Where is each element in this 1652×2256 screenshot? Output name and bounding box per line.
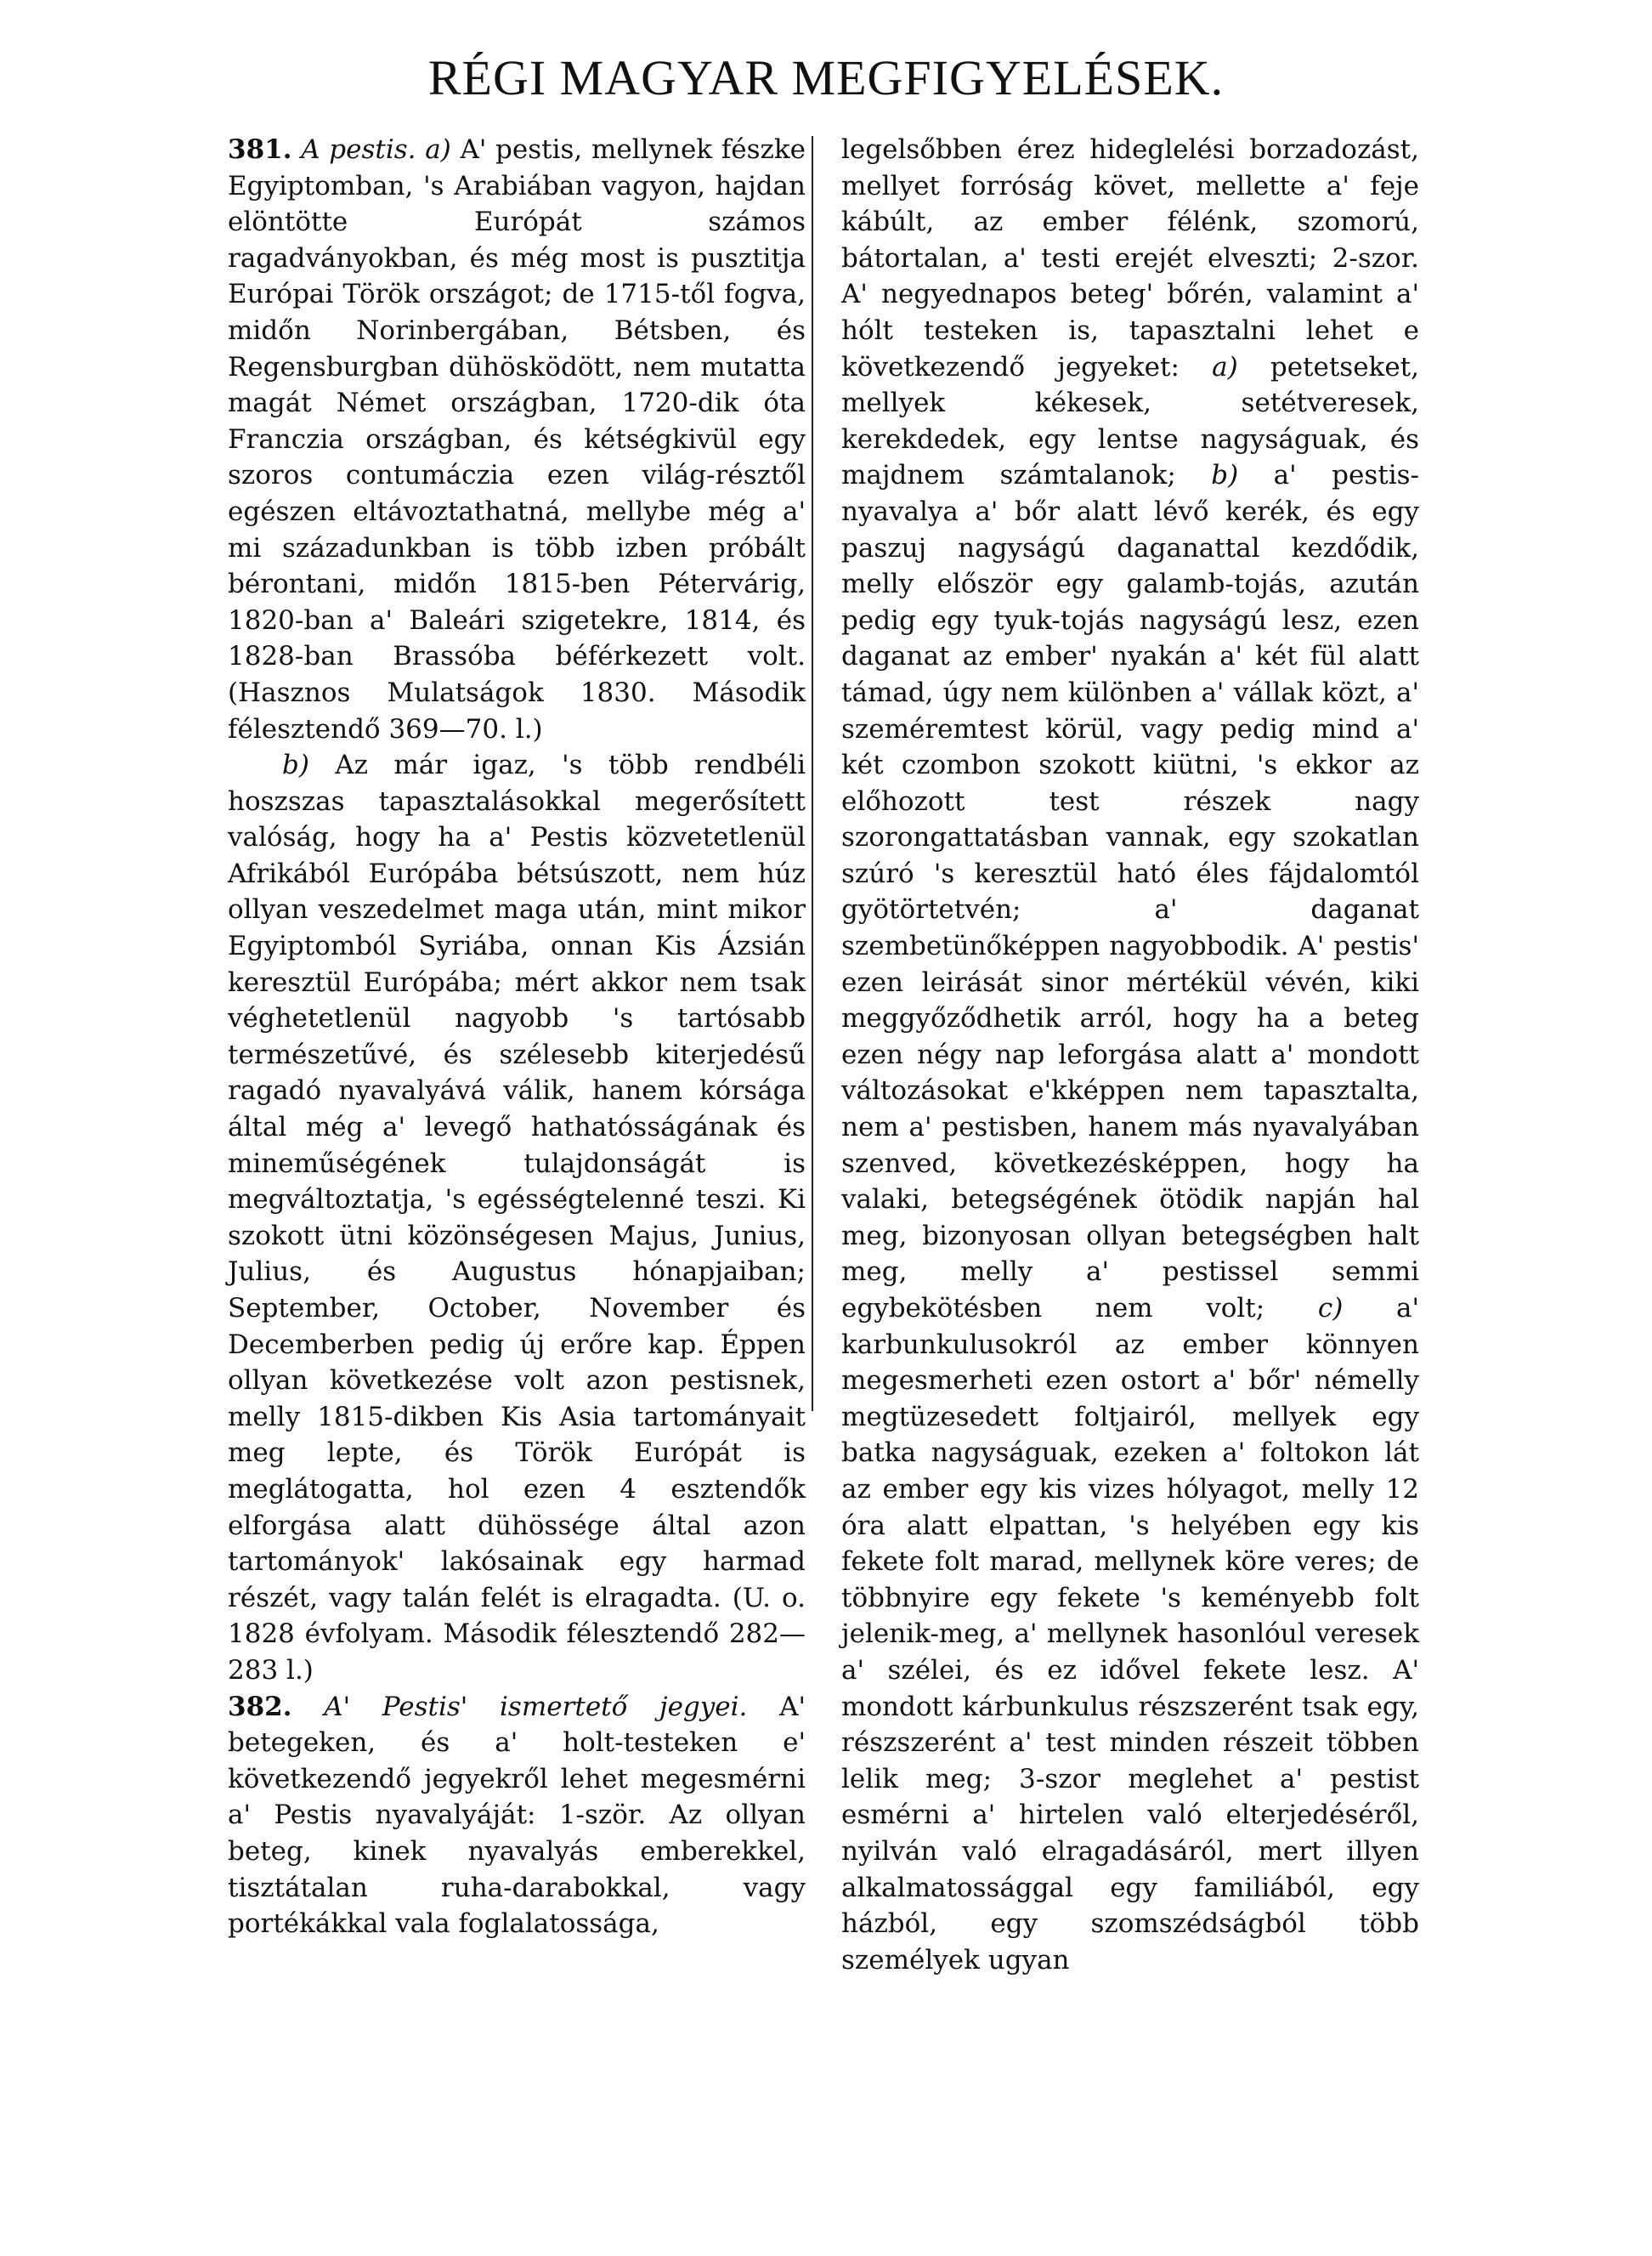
right-column <box>841 132 1419 1978</box>
entry-381-a <box>228 132 806 747</box>
subsection-marker: b) <box>1211 460 1239 491</box>
paragraph-text: A' betegeken, és a' holt-testeken e' következendő jegyekről lehet megesmérni a' Pestis nyavalyáját: 1-ször. Az ollyan beteg, kinek nyavalyás emberekkel, tisztátalan ruha-darabokkal, vagy portékákkal vala foglalatossága, <box>228 1691 806 1940</box>
column-divider <box>812 136 813 1411</box>
left-column <box>228 132 806 1942</box>
paragraph-text: a' karbunkulusokról az ember könnyen megesmerheti ezen ostort a' bőr' némelly megtüzesedett foltjairól, mellyek egy batka nagyságuak, ezeken a' foltokon lát az ember egy kis vizes hólyagot, melly 12 óra alatt elpattan, 's helyében egy kis fekete folt marad, mellynek köre veres; de többnyire egy fekete 's keményebb folt jelenik-meg, a' mellynek hasonlóul veresek a' szélei, és ez idővel fekete lesz. A' mondott kárbunkulus részszerént tsak egy, részszerént a' test minden részeit többen lelik meg; 3-szor meglehet a' pestist esmérni a' hirtelen való elterjedéséről, nyilván való elragadásáról, mert illyen alkalmatossággal egy familiából, egy házból, egy szomszédságból több személyek ugyan <box>841 1293 1419 1975</box>
subsection-marker: b) <box>282 750 309 781</box>
paragraph-text: legelsőbben érez hideglelési borzadozást, mellyet forróság követ, mellette a' feje kábúlt, az ember félénk, szomorú, bátortalan, a' testi erejét elveszti; 2-szor. A' negyednapos beteg' bőrén, valamint a' hólt testeken is, tapasztalni lehet e következendő jegyeket: <box>841 134 1419 383</box>
entry-title: A pestis. <box>301 134 416 165</box>
paragraph-text: Az már igaz, 's több rendbéli hoszszas tapasztalásokkal megerősített valóság, hogy ha a' Pestis közvetetlenül Afrikából Európába bétsúszott, nem húz ollyan veszedelmet maga után, mint mikor Egyiptomból Syriába, onnan Kis Ázsián keresztül Európába; mért akkor nem tsak véghetetlenül nagyobb 's tartósabb természetűvé, és szélesebb kiterjedésű ragadó nyavalyává válik, hanem kórsága által még a' levegő hathatósságának és mineműségének tulajdonságát is megváltoztatja, 's egésségtelenné teszi. Ki szokott ütni közönségesen Majus, Junius, Julius, és Augustus hónapjaiban; September, October, November és Decemberben pedig új erőre kap. Éppen ollyan következése volt azon pestisnek, melly 1815-dikben Kis Asia tartományait meg lepte, és Török Európát is meglátogatta, hol ezen 4 esztendők elforgása alatt dühössége által azon tartományok' lakósainak egy harmad részét, vagy talán felét is elragadta. (U. o. 1828 évfolyam. Második félesztendő 282—283 l.) <box>228 750 806 1686</box>
entry-number: 382. <box>228 1691 292 1722</box>
subsection-marker: c) <box>1317 1293 1344 1324</box>
entry-382-continued <box>841 132 1419 1978</box>
paragraph-text: A' pestis, mellynek fészke Egyiptomban, 's Arabiában vagyon, hajdan elöntötte Európát számos ragadványokban, és még most is pusztitja Európai Török országot; de 1715-től fogva, midőn Norinbergában, Bétsben, és Regensburgban dühösködött, nem mutatta magát Német országban, 1720-dik óta Franczia országban, és kétségkivül egy szoros contumáczia ezen világ-résztől egészen eltávoztathatná, mellybe még a' mi századunkban is több izben próbált bérontani, midőn 1815-ben Pétervárig, 1820-ban a' Baleári szigetekre, 1814, és 1828-ban Brassóba béférkezett volt. (Hasznos Mulatságok 1830. Második félesztendő 369—70. l.) <box>228 134 806 745</box>
entry-381-b <box>228 747 806 1688</box>
entry-382 <box>228 1689 806 1942</box>
paragraph-text: a' pestis-nyavalya a' bőr alatt lévő kerék, és egy paszuj nagyságú daganattal kezdődik, melly először egy galamb-tojás, azután pedig egy tyuk-tojás nagyságú lesz, ezen daganat az ember' nyakán a' két fül alatt támad, úgy nem különben a' vállak közt, a' szeméremtest körül, vagy pedig mind a' két czombon szokott kiütni, 's ekkor az előhozott test részek nagy szorongattatásban vannak, egy szokatlan szúró 's keresztül ható éles fájdalomtól gyötörtetvén; a' daganat szembetünőképpen nagyobbodik. A' pestis' ezen leirását sinor mértékül vévén, kiki meggyőződhetik arról, hogy ha a beteg ezen négy nap leforgása alatt a' mondott változásokat e'kképpen nem tapasztalta, nem a' pestisben, hanem más nyavalyában szenved, következésképpen, hogy ha valaki, betegségének ötödik napján hal meg, bizonyosan ollyan betegségben halt meg, melly a' pestissel semmi egybekötésben nem volt; <box>841 460 1419 1324</box>
entry-number: 381. <box>228 134 292 165</box>
subsection-marker: a) <box>425 134 451 165</box>
paragraph-text: petetseket, mellyek kékesek, setétveresek, kerekdedek, egy lentse nagyságuak, és majdnem számtalanok; <box>841 351 1419 491</box>
subsection-marker: a) <box>1212 351 1238 383</box>
running-title: RÉGI MAGYAR MEGFIGYELÉSEK. <box>427 50 1225 105</box>
entry-title: A' Pestis' ismertető jegyei. <box>324 1691 748 1722</box>
